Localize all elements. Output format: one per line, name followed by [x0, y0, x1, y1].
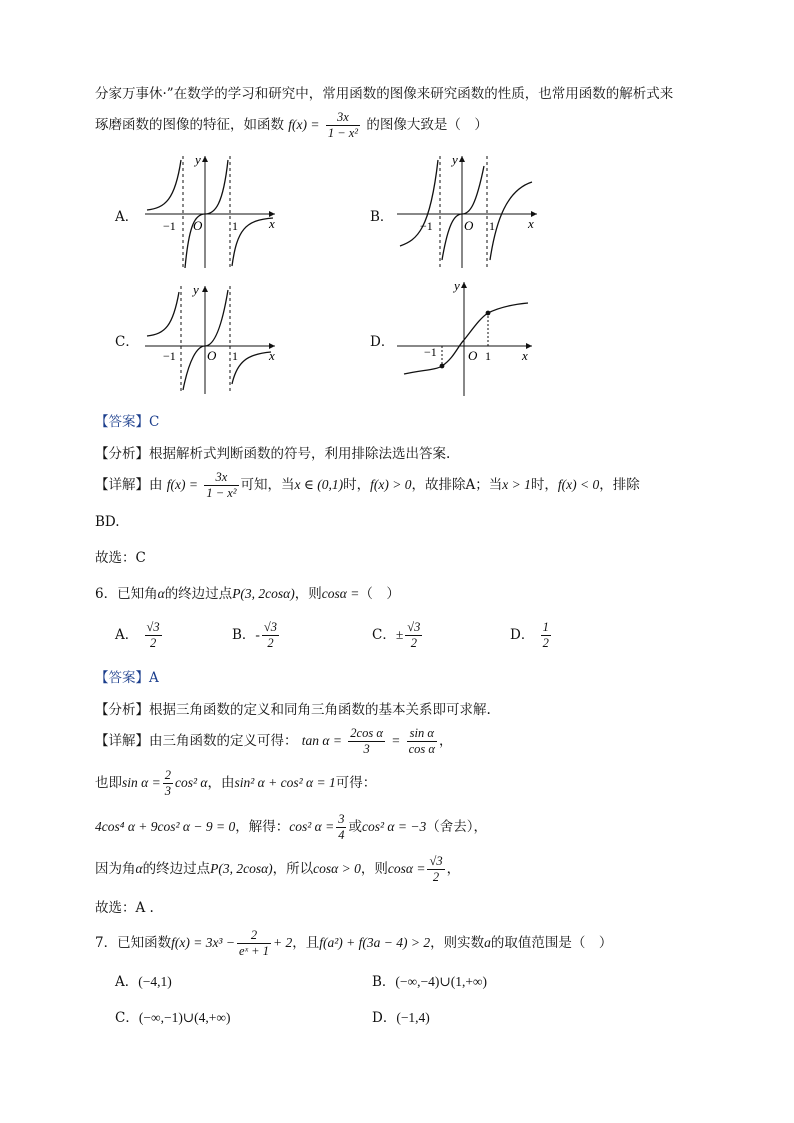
- q6-detail-tan: tan α =: [301, 733, 342, 748]
- q7-option-b-value: (−∞,−4)∪(1,+∞): [395, 974, 488, 989]
- q6-line4-a: 因为角: [95, 861, 136, 877]
- q7-func-tail: + 2: [272, 935, 293, 950]
- q6-line2-sin: sin α =: [122, 775, 161, 790]
- q7-den: eˣ + 1: [238, 944, 269, 958]
- q7-option-a-label: A．: [115, 974, 139, 990]
- graph-a-y-label: y: [195, 152, 201, 167]
- q6-detail-line-1: [95, 726, 452, 757]
- q6-option-b-num: √3: [263, 620, 278, 634]
- q6-answer: [95, 666, 159, 686]
- q6-line3-c: （舍去），: [426, 819, 487, 835]
- q6-line4-alpha: α: [135, 861, 143, 876]
- q5-detail-func: f(x) =: [166, 477, 199, 492]
- q5-detail-cond1: x ∈ (0,1): [294, 477, 344, 492]
- intro-line-2: [95, 110, 488, 141]
- q6-line2-a: 也即: [95, 775, 122, 791]
- q6-cos-expr: cosα =: [321, 586, 360, 601]
- q6-option-b-label: B．: [232, 627, 256, 643]
- q5-answer: [95, 410, 159, 430]
- q6-line4-c: ，所以: [272, 861, 314, 877]
- q6-line4-num: √3: [429, 854, 443, 868]
- graph-d-pos1: 1: [485, 349, 491, 363]
- q6-line3-fraction: [336, 812, 346, 843]
- intro-func-den: 1 − x²: [327, 126, 359, 140]
- graph-b-origin: O: [464, 218, 474, 233]
- q7-option-a: [115, 970, 172, 990]
- q6-detail-frac2: [407, 726, 437, 757]
- intro-func-num: 3x: [326, 110, 360, 126]
- graph-b-y-label: y: [452, 152, 458, 167]
- q6-option-a-den: 2: [149, 636, 157, 650]
- q5-detail-d: ，故排除A；当: [411, 477, 503, 493]
- q5-detail-e: 时，: [530, 477, 558, 493]
- q6-option-c: [372, 620, 424, 651]
- q7-option-b-label: B．: [372, 974, 396, 990]
- q6-stem-a: 6．已知角: [95, 586, 158, 602]
- q5-detail-b: 可知，当: [240, 477, 295, 493]
- q6-detail-line-2: [95, 768, 376, 799]
- q6-option-a: [115, 620, 164, 651]
- q6-answer-text: 【答案】A: [95, 670, 159, 686]
- q6-option-d-fraction: [541, 620, 551, 651]
- q6-detail-line-3: [95, 812, 487, 843]
- graph-c-x-label: x: [269, 348, 275, 363]
- q6-detail-frac1: [348, 726, 385, 757]
- q6-detail-frac2-num: sin α: [407, 726, 437, 742]
- q7-stem-c: ，则实数: [430, 935, 485, 951]
- q6-stem-c: ，则: [294, 586, 322, 602]
- q5-analysis: 【分析】根据解析式判断函数的符号，利用排除法选出答案.: [95, 446, 451, 462]
- q5-answer-text: 【答案】C: [95, 414, 160, 430]
- q7-fraction: [237, 928, 271, 959]
- q6-stem-d: （ ）: [359, 586, 400, 602]
- q5-detail-cond2: x > 1: [502, 477, 531, 492]
- q7-option-d-label: D．: [372, 1010, 397, 1026]
- q6-option-a-num: √3: [146, 620, 160, 634]
- q5-detail-num: 3x: [204, 470, 238, 486]
- q7-stem-a: 7．已知函数: [95, 935, 172, 951]
- q6-option-d: [510, 620, 553, 651]
- graph-d-x-label: x: [522, 348, 528, 363]
- intro-func-lhs: f(x) =: [288, 117, 320, 132]
- q7-stem-b: ，且: [292, 935, 320, 951]
- q6-option-a-fraction: [145, 620, 162, 651]
- graph-b: [392, 150, 542, 272]
- q6-option-d-label: D．: [510, 627, 535, 643]
- q5-detail-fraction: [204, 470, 238, 501]
- q5-detail-f: ，排除: [599, 477, 640, 493]
- q6-option-c-den: 2: [410, 636, 417, 650]
- q7-option-d-value: (−1,4): [396, 1010, 430, 1025]
- graph-d-y-label: y: [454, 278, 460, 293]
- intro-line-1: 分家万事休·”在数学的学习和研究中，常用函数的图像来研究函数的性质，也常用函数的解析式来: [95, 86, 674, 102]
- q6-line2-den: 3: [164, 784, 171, 798]
- q7-option-c-value: (−∞,−1)∪(4,+∞): [138, 1010, 231, 1025]
- q6-stem: [95, 582, 400, 602]
- q6-line4-b: 的终边过点: [142, 861, 211, 877]
- q6-line2-identity: sin² α + cos² α = 1: [234, 775, 336, 790]
- graph-c: [135, 280, 285, 400]
- q6-detail-end: ，: [438, 733, 453, 749]
- q6-option-c-num: √3: [407, 620, 421, 634]
- q7-option-c: [115, 1006, 230, 1026]
- graph-b-neg1: −1: [420, 219, 433, 233]
- q6-option-d-num: 1: [542, 620, 549, 634]
- graph-label-d: D．: [370, 334, 395, 350]
- q7-option-a-value: (−4,1): [138, 974, 172, 989]
- q5-detail: [95, 470, 640, 501]
- q6-line3-a: ，解得：: [235, 819, 290, 835]
- q6-stem-b: 的终边过点: [164, 586, 233, 602]
- q6-detail-frac2-den: cos α: [408, 742, 435, 756]
- q6-option-d-den: 2: [542, 636, 549, 650]
- q5-detail-den: 1 − x²: [206, 486, 237, 500]
- q6-detail-line-4: [95, 854, 460, 885]
- graph-d-neg1: −1: [424, 345, 437, 359]
- q6-line4-d: ，则: [360, 861, 388, 877]
- q6-line3-num: 3: [338, 812, 345, 826]
- q6-option-b-sign: -: [255, 627, 260, 642]
- q5-detail-ineq1: f(x) > 0: [370, 477, 412, 492]
- q5-detail-tag: 【详解】: [95, 477, 149, 493]
- q6-option-c-label: C．: [372, 627, 396, 643]
- q6-line3-cos2: cos² α = −3: [361, 819, 427, 834]
- q7-num: 2: [237, 928, 271, 944]
- q7-stem-d: 的取值范围是（ ）: [490, 935, 613, 951]
- graph-c-y-label: y: [193, 282, 199, 297]
- q6-line2-cos: cos² α: [174, 775, 208, 790]
- intro-text-a: 琢磨函数的图像的特征，如函数: [95, 117, 284, 133]
- q6-option-b-fraction: [262, 620, 279, 651]
- q7-option-b: [372, 970, 487, 990]
- q6-point: P(3, 2cosα): [232, 586, 295, 601]
- q6-detail-a: 由三角函数的定义可得：: [149, 733, 298, 749]
- q6-detail-frac1-num: 2cos α: [350, 726, 383, 740]
- q6-line3-equation: 4cos⁴ α + 9cos² α − 9 = 0: [95, 819, 236, 834]
- q7-var: a: [484, 935, 491, 950]
- q5-choice: 故选：C: [95, 550, 146, 566]
- q6-detail-eq: =: [391, 733, 401, 748]
- q5-detail-ineq2: f(x) < 0: [557, 477, 600, 492]
- q6-line2-b: ，由: [207, 775, 235, 791]
- q6-option-c-fraction: [405, 620, 422, 651]
- q6-line3-b: 或: [348, 819, 362, 835]
- q6-line3-cos: cos² α =: [289, 819, 335, 834]
- q5-detail-c: 时，: [343, 477, 371, 493]
- intro-text-b: 的图像大致是（ ）: [366, 117, 488, 133]
- graph-label-a: A．: [115, 209, 139, 225]
- graph-a-pos1: 1: [232, 219, 238, 233]
- q6-option-b: [232, 620, 281, 651]
- graph-a-neg1: −1: [163, 219, 176, 233]
- graph-c-pos1: 1: [232, 349, 238, 363]
- q6-detail-frac1-den: 3: [363, 742, 370, 756]
- q6-line4-den: 2: [432, 870, 440, 884]
- q6-option-a-label: A．: [115, 627, 139, 643]
- q6-detail-tag: 【详解】: [95, 733, 149, 749]
- graph-b-x-label: x: [528, 216, 534, 231]
- q5-detail-a: 由: [149, 477, 163, 493]
- graph-b-pos1: 1: [489, 219, 495, 233]
- q6-line4-fraction: [427, 854, 444, 885]
- q5-detail-continued: BD.: [95, 514, 120, 530]
- q6-line2-c: 可得：: [335, 775, 377, 791]
- q7-option-c-label: C．: [115, 1010, 139, 1026]
- graph-c-origin: O: [207, 348, 217, 363]
- q7-stem: [95, 928, 612, 959]
- q6-line4-end: ，: [446, 861, 461, 877]
- q6-line4-ineq: cosα > 0: [313, 861, 361, 876]
- graph-a-origin: O: [193, 218, 203, 233]
- q6-alpha: α: [157, 586, 165, 601]
- q7-option-d: [372, 1006, 430, 1026]
- q6-option-c-sign: ±: [395, 627, 404, 642]
- graph-a-x-label: x: [269, 216, 275, 231]
- graph-label-b: B．: [370, 209, 394, 225]
- intro-func-fraction: [326, 110, 360, 141]
- q6-option-b-den: 2: [267, 636, 274, 650]
- q7-condition: f(a²) + f(3a − 4) > 2: [319, 935, 431, 950]
- q6-line2-fraction: [163, 768, 173, 799]
- q6-line4-point: P(3, 2cosα): [210, 861, 273, 876]
- graph-d-origin: O: [468, 348, 478, 363]
- graph-d: [392, 278, 542, 400]
- q6-line2-num: 2: [164, 768, 171, 782]
- graph-c-neg1: −1: [163, 349, 176, 363]
- graph-label-c: C．: [115, 334, 139, 350]
- graph-a: [135, 150, 285, 272]
- q7-func: f(x) = 3x³ −: [171, 935, 235, 950]
- q6-line3-den: 4: [338, 828, 345, 842]
- q6-line4-cos: cosα =: [387, 861, 426, 876]
- q6-choice: 故选：A .: [95, 900, 154, 916]
- q6-analysis: 【分析】根据三角函数的定义和同角三角函数的基本关系即可求解.: [95, 702, 491, 718]
